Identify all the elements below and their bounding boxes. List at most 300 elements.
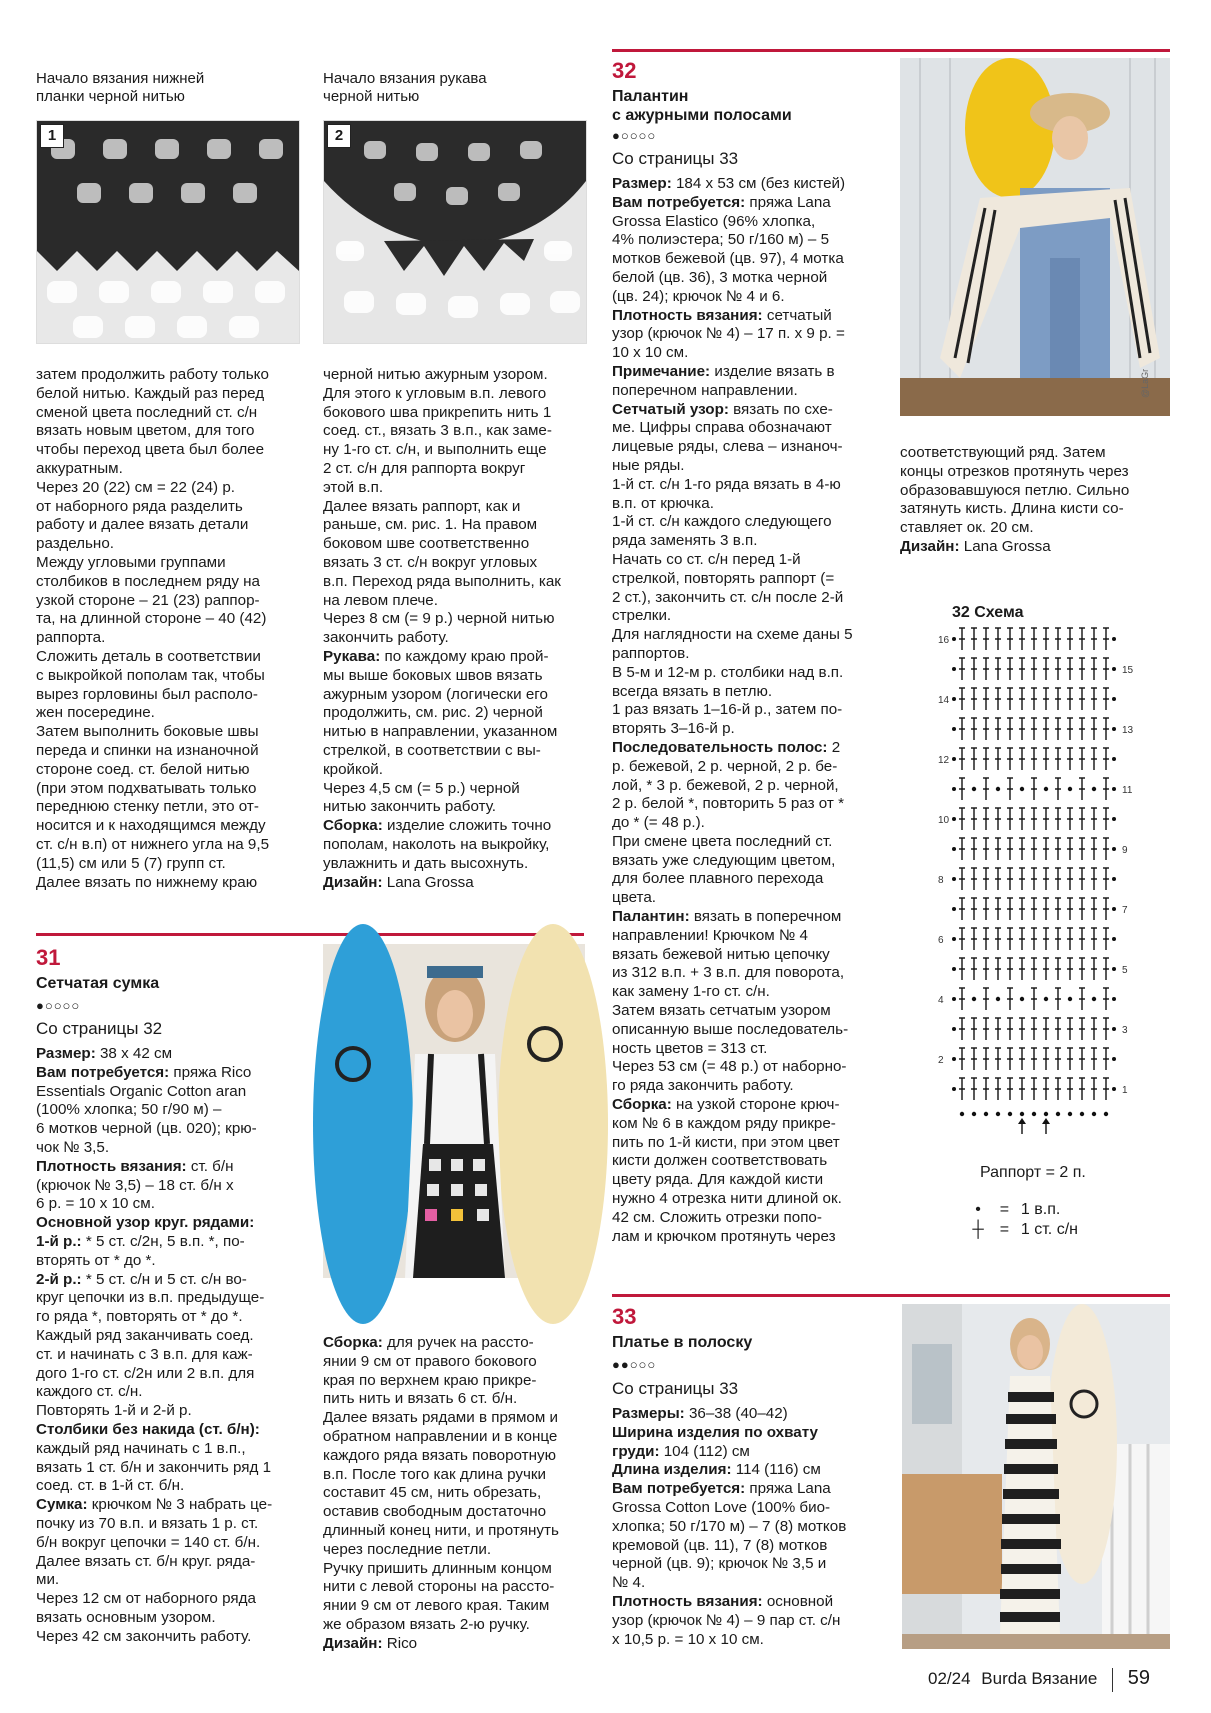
text-label: Плотность вязания: bbox=[612, 1592, 763, 1610]
text-value: круг цепочки из в.п. предыдуще- bbox=[36, 1289, 265, 1307]
shawl-model-image bbox=[900, 58, 1170, 416]
text-line bbox=[612, 1499, 846, 1518]
text-line: жен посередине. bbox=[36, 704, 155, 722]
text-line: Затем выполнить боковые швы bbox=[36, 723, 259, 741]
text-line bbox=[612, 1405, 846, 1424]
text-label: Вам потребуется: bbox=[36, 1063, 170, 1081]
text-value: как замену 1-го ст. с/н. bbox=[612, 983, 770, 1001]
text-value: * 5 ст. с/2н, 5 в.п. *, по- bbox=[81, 1232, 245, 1250]
text-line: работу и далее вязать детали bbox=[36, 516, 249, 534]
text-line: переднюю стенку петли, это от- bbox=[36, 798, 259, 816]
text-line bbox=[323, 441, 561, 460]
caption-photo-2: Начало вязания рукава черной нитью bbox=[323, 70, 487, 105]
turning-dot bbox=[1112, 1087, 1116, 1091]
text-value: вязать 1 ст. б/н и закончить ряд 1 bbox=[36, 1458, 272, 1476]
swatch-photo-2 bbox=[323, 120, 587, 344]
text-line bbox=[323, 704, 561, 723]
text-line: переда и спинки на изнаночной bbox=[36, 741, 259, 759]
crochet-sleeve-swatch-image bbox=[324, 121, 586, 343]
text-value: черной (цв. 9); крючок № 3,5 и bbox=[612, 1555, 827, 1573]
text-value: нитью закончить работу. bbox=[323, 798, 497, 816]
text-line bbox=[612, 363, 853, 382]
text-line: столбиков в последнем ряду на bbox=[36, 572, 260, 590]
text-value: нужно 4 отрезка нити длиной ок. bbox=[612, 1190, 842, 1208]
text-value: Затем вязать сетчатым узором bbox=[612, 1002, 831, 1020]
text-value: сетчатый bbox=[762, 306, 832, 324]
text-value: ность цветов = 313 ст. bbox=[612, 1039, 768, 1057]
text-value: ст. и начинать с 3 в.п. для каж- bbox=[36, 1345, 253, 1363]
text-label: Дизайн: bbox=[323, 1634, 383, 1652]
text-value: изделие сложить точно bbox=[382, 817, 552, 835]
caption-photo-1: Начало вязания нижней планки черной нитью bbox=[36, 70, 205, 105]
text-value: мотков бежевой (цв. 97), 4 мотка bbox=[612, 250, 844, 268]
text-line bbox=[36, 1440, 272, 1459]
text-line: (при этом подхватывать только bbox=[36, 779, 257, 797]
text-value: 104 (112) см bbox=[659, 1442, 750, 1460]
row-number-left: 16 bbox=[938, 635, 950, 646]
text-line bbox=[900, 463, 1129, 482]
text-value: для более плавного перехода bbox=[612, 870, 824, 888]
text-line bbox=[36, 1158, 272, 1177]
text-value: составит 45 см, нить обрезать, bbox=[323, 1484, 542, 1502]
text-label: Дизайн: bbox=[900, 537, 960, 555]
dress-model-image bbox=[902, 1304, 1170, 1649]
text-label: Сборка: bbox=[323, 817, 383, 835]
text-section-31 bbox=[36, 1045, 272, 1647]
text-line bbox=[900, 519, 1129, 538]
text-value: ряда заменять 3 в.п. bbox=[612, 532, 758, 550]
text-value: каждый ряд начинать с 1 в.п., bbox=[36, 1439, 246, 1457]
text-value: Для этого к угловым в.п. левого bbox=[323, 384, 547, 402]
text-value: лицевые ряды, слева – изнаноч- bbox=[612, 438, 843, 456]
text-value: каждого ряда вязать поворотную bbox=[323, 1446, 556, 1464]
text-value: поперечном направлении. bbox=[612, 381, 798, 399]
text-line bbox=[323, 629, 561, 648]
text-line bbox=[612, 1555, 846, 1574]
text-value: янии 9 см от левого края. Таким bbox=[323, 1597, 550, 1615]
text-value: Каждый ряд заканчивать соед. bbox=[36, 1326, 254, 1344]
text-line bbox=[323, 686, 561, 705]
text-line bbox=[612, 532, 853, 551]
text-value: стрелкой, повторять раппорт (= bbox=[612, 569, 835, 587]
text-label: Основной узор круг. рядами: bbox=[36, 1214, 255, 1232]
text-value: Для наглядности на схеме даны 5 bbox=[612, 626, 853, 644]
text-label: Длина изделия: bbox=[612, 1461, 732, 1479]
text-value: бокового шва прикрепить нить 1 bbox=[323, 403, 552, 421]
difficulty-dots-33: ●●○○○ bbox=[612, 1357, 657, 1372]
text-value: основной bbox=[762, 1592, 834, 1610]
source-page-32: Со страницы 33 bbox=[612, 149, 739, 168]
text-value: оставив свободным достаточно bbox=[323, 1503, 547, 1521]
text-value: узор (крючок № 4) – 9 пар ст. с/н bbox=[612, 1611, 841, 1629]
text-value: 2 bbox=[827, 738, 841, 756]
text-value: края по верхнем краю прикре- bbox=[323, 1371, 537, 1389]
text-line: узкой стороне – 21 (23) раппор- bbox=[36, 591, 260, 609]
text-value: чок № 3,5. bbox=[36, 1138, 110, 1156]
text-line bbox=[323, 1578, 559, 1597]
text-line bbox=[612, 344, 853, 363]
text-line bbox=[612, 175, 853, 194]
text-line bbox=[612, 1077, 853, 1096]
text-line bbox=[612, 231, 853, 250]
text-value: пить по 1-й кисти, при этом цвет bbox=[612, 1133, 840, 1151]
text-line: затем продолжить работу только bbox=[36, 366, 269, 383]
text-line bbox=[36, 1421, 272, 1440]
text-line bbox=[323, 1428, 559, 1447]
chain-dot bbox=[1044, 1112, 1048, 1116]
text-line: вырез горловины был располо- bbox=[36, 685, 258, 703]
footer-issue: 02/24 bbox=[928, 1669, 971, 1688]
turning-dot bbox=[1112, 1057, 1116, 1061]
text-line: с выкройкой пополам так, чтобы bbox=[36, 666, 265, 684]
turning-dot bbox=[952, 787, 956, 791]
text-line bbox=[323, 723, 561, 742]
text-value: Grossa Elastico (96% хлопка, bbox=[612, 212, 816, 230]
text-line bbox=[36, 1101, 272, 1120]
chain-dot bbox=[1092, 997, 1096, 1001]
text-line: стороне соед. ст. белой нитью bbox=[36, 760, 250, 778]
section-title-33: Платье в полоску bbox=[612, 1334, 753, 1351]
text-line bbox=[612, 758, 853, 777]
text-line bbox=[612, 1152, 853, 1171]
text-value: ну 1-го ст. с/н, и выполнить еще bbox=[323, 441, 547, 459]
text-value: хлопка; 50 г/170 м) – 7 (8) мотков bbox=[612, 1517, 847, 1535]
chain-dot bbox=[1104, 1112, 1108, 1116]
text-line: чтобы переход цвета был более bbox=[36, 441, 265, 459]
text-line bbox=[612, 476, 853, 495]
turning-dot bbox=[1112, 877, 1116, 881]
text-line bbox=[323, 1635, 559, 1654]
text-label: Сборка: bbox=[323, 1334, 383, 1351]
rapport-arrowhead bbox=[1042, 1118, 1050, 1124]
row-number-right: 1 bbox=[1122, 1085, 1128, 1096]
legend-row-chain: • = 1 в.п. bbox=[968, 1200, 1078, 1220]
text-line bbox=[323, 761, 561, 780]
text-column-2-top bbox=[323, 366, 561, 892]
text-line bbox=[612, 269, 853, 288]
text-value: № 4. bbox=[612, 1574, 646, 1592]
text-line: сменой цвета последний ст. с/н bbox=[36, 403, 258, 421]
text-value: образовавшуюся петлю. Сильно bbox=[900, 481, 1130, 499]
text-line bbox=[36, 1571, 272, 1590]
chain-dot bbox=[1008, 1112, 1012, 1116]
legend-row-dc: ┼ = 1 ст. с/н bbox=[968, 1220, 1078, 1240]
text-line: носится и к находящимся между bbox=[36, 817, 266, 835]
text-line bbox=[323, 1447, 559, 1466]
text-value: 1-й ст. с/н каждого следующего bbox=[612, 513, 832, 531]
text-label: Размер: bbox=[36, 1045, 96, 1062]
section-title-31: Сетчатая сумка bbox=[36, 975, 160, 992]
chain-dot bbox=[984, 1112, 988, 1116]
text-label: Столбики без накида (ст. б/н): bbox=[36, 1420, 260, 1438]
text-line bbox=[323, 592, 561, 611]
chain-dot bbox=[1044, 997, 1048, 1001]
text-value: направлении! Крючком № 4 bbox=[612, 926, 808, 944]
text-line bbox=[612, 814, 853, 833]
chain-dot bbox=[996, 997, 1000, 1001]
text-value: ме. Цифры справа обозначают bbox=[612, 419, 832, 437]
text-line bbox=[612, 1593, 846, 1612]
text-value: из 312 в.п. + 3 в.п. для поворота, bbox=[612, 964, 845, 982]
text-line bbox=[323, 404, 561, 423]
turning-dot bbox=[952, 997, 956, 1001]
chain-dot bbox=[1032, 1112, 1036, 1116]
text-value: ставляет ок. 20 см. bbox=[900, 519, 1034, 537]
text-line bbox=[323, 366, 561, 385]
text-value: нитью в направлении, указанном bbox=[323, 723, 558, 741]
row-number-right: 11 bbox=[1122, 785, 1133, 796]
text-value: (100% хлопка; 50 г/90 м) – bbox=[36, 1101, 222, 1119]
text-section-32-cont bbox=[900, 444, 1129, 557]
crochet-chart-32 bbox=[930, 632, 1134, 1152]
text-value: р. бежевой, 2 р. черной, 2 р. бе- bbox=[612, 757, 838, 775]
turning-dot bbox=[952, 1027, 956, 1031]
text-value: * 5 ст. с/н и 5 ст. с/н во- bbox=[81, 1270, 247, 1288]
text-value: на левом плече. bbox=[323, 591, 438, 609]
text-line bbox=[36, 1177, 272, 1196]
source-page-31: Со страницы 32 bbox=[36, 1019, 163, 1038]
text-label: Размеры: bbox=[612, 1405, 685, 1422]
text-value: боковом шве соответственно bbox=[323, 535, 530, 553]
turning-dot bbox=[1112, 937, 1116, 941]
text-value: лам и крючком протянуть через bbox=[612, 1227, 836, 1245]
text-value: Далее вязать ст. б/н круг. ряда- bbox=[36, 1552, 256, 1570]
text-line bbox=[36, 1365, 272, 1384]
text-line bbox=[36, 1289, 272, 1308]
chain-dot bbox=[1044, 787, 1048, 791]
turning-dot bbox=[952, 637, 956, 641]
turning-dot bbox=[952, 967, 956, 971]
row-number-left: 10 bbox=[938, 815, 950, 826]
turning-dot bbox=[952, 847, 956, 851]
text-value: 6 р. = 10 х 10 см. bbox=[36, 1195, 155, 1213]
difficulty-dots-32: ●○○○○ bbox=[612, 128, 657, 143]
text-label: Вам потребуется: bbox=[612, 1480, 746, 1498]
text-value: (крючок № 3,5) – 18 ст. б/н х bbox=[36, 1176, 234, 1194]
text-value: же образом вязать 2-ю ручку. bbox=[323, 1615, 530, 1633]
text-line: раздельно. bbox=[36, 535, 114, 553]
text-line bbox=[36, 1139, 272, 1158]
text-line bbox=[612, 701, 853, 720]
text-label: Рукава: bbox=[323, 647, 381, 665]
text-value: Повторять 1-й и 2-й р. bbox=[36, 1402, 192, 1420]
text-value: нити с левой стороны на рассто- bbox=[323, 1578, 555, 1596]
text-line: Сложить деталь в соответствии bbox=[36, 647, 261, 665]
turning-dot bbox=[952, 877, 956, 881]
text-value: белой (цв. 36), 3 мотка черной bbox=[612, 268, 828, 286]
text-label: Вам потребуется: bbox=[612, 193, 746, 211]
text-value: узор (крючок № 4) – 17 п. х 9 р. = bbox=[612, 325, 845, 343]
text-line bbox=[612, 1537, 846, 1556]
turning-dot bbox=[1112, 997, 1116, 1001]
text-value: ные ряды. bbox=[612, 456, 685, 474]
text-line bbox=[36, 1346, 272, 1365]
text-value: изделие вязать в bbox=[710, 362, 835, 380]
text-value: ст. б/н bbox=[186, 1157, 234, 1175]
text-line bbox=[612, 589, 853, 608]
text-line bbox=[612, 419, 853, 438]
swatch-photo-1 bbox=[36, 120, 300, 344]
row-number-right: 9 bbox=[1122, 845, 1128, 856]
text-value: 1 раз вязать 1–16-й р., затем по- bbox=[612, 701, 843, 719]
text-line bbox=[612, 1574, 846, 1593]
text-value: вязать бежевой нитью цепочку bbox=[612, 945, 830, 963]
text-section-32 bbox=[612, 175, 853, 1246]
row-number-left: 12 bbox=[938, 755, 950, 766]
text-line bbox=[36, 1609, 272, 1628]
text-line bbox=[36, 1459, 272, 1478]
text-line bbox=[36, 1271, 272, 1290]
text-value: черной нитью ажурным узором. bbox=[323, 366, 548, 383]
text-value: цвету ряда. Для каждой кисти bbox=[612, 1171, 824, 1189]
rapport-arrowhead bbox=[1018, 1118, 1026, 1124]
text-value: соответствующий ряд. Затем bbox=[900, 444, 1106, 461]
text-value: В 5-м и 12-м р. столбики над в.п. bbox=[612, 663, 844, 681]
text-line bbox=[612, 795, 853, 814]
text-value: крючком № 3 набрать це- bbox=[87, 1496, 273, 1514]
text-value: обратном направлении и в конце bbox=[323, 1427, 558, 1445]
turning-dot bbox=[1112, 907, 1116, 911]
text-value: 1-й ст. с/н 1-го ряда вязать в 4-ю bbox=[612, 475, 841, 493]
text-line bbox=[36, 1628, 272, 1647]
text-line bbox=[323, 498, 561, 517]
text-label: Примечание: bbox=[612, 362, 711, 380]
text-value: Lana Grossa bbox=[959, 537, 1051, 555]
text-line: белой нитью. Каждый раз перед bbox=[36, 384, 265, 402]
text-line bbox=[612, 607, 853, 626]
text-line bbox=[612, 551, 853, 570]
text-line bbox=[900, 444, 1129, 463]
text-label: Дизайн: bbox=[323, 873, 383, 891]
turning-dot bbox=[952, 817, 956, 821]
text-value: до * (= 48 р.). bbox=[612, 814, 705, 832]
text-value: по каждому краю прой- bbox=[380, 647, 549, 665]
text-line: Между угловыми группами bbox=[36, 553, 226, 571]
text-value: кисти должен соответствовать bbox=[612, 1152, 828, 1170]
chain-dot bbox=[960, 1112, 964, 1116]
source-page-33: Со страницы 33 bbox=[612, 1379, 739, 1398]
text-line bbox=[36, 1402, 272, 1421]
text-line bbox=[612, 645, 853, 664]
text-value: раппортов. bbox=[612, 644, 690, 662]
row-number-left: 8 bbox=[938, 875, 944, 886]
text-value: почку из 70 в.п. и вязать 1 р. ст. bbox=[36, 1514, 259, 1532]
turning-dot bbox=[952, 667, 956, 671]
text-line bbox=[900, 482, 1129, 501]
text-value: 38 x 42 см bbox=[95, 1045, 173, 1062]
text-line bbox=[612, 852, 853, 871]
text-value: го ряда *, повторять от * до *. bbox=[36, 1308, 243, 1326]
text-line bbox=[612, 250, 853, 269]
turning-dot bbox=[952, 757, 956, 761]
turning-dot bbox=[1112, 1027, 1116, 1031]
text-line bbox=[612, 1518, 846, 1537]
text-line bbox=[612, 1631, 846, 1650]
text-label: Сетчатый узор: bbox=[612, 400, 729, 418]
footer-magazine: Burda Вязание bbox=[981, 1669, 1098, 1688]
text-line bbox=[36, 1327, 272, 1346]
row-number-left: 14 bbox=[938, 695, 950, 706]
text-value: кремовой (цв. 11), 7 (8) мотков bbox=[612, 1536, 828, 1554]
text-value: соед. ст., вязать 3 в.п., как заме- bbox=[323, 422, 552, 440]
turning-dot bbox=[1112, 817, 1116, 821]
text-value: концы отрезков протянуть через bbox=[900, 462, 1129, 480]
text-value: дого 1-го ст. с/2н или 2 в.п. для bbox=[36, 1364, 255, 1382]
text-value: 36–38 (40–42) bbox=[684, 1405, 788, 1422]
row-number-left: 2 bbox=[938, 1055, 944, 1066]
text-line bbox=[36, 1308, 272, 1327]
text-line bbox=[612, 870, 853, 889]
text-line bbox=[323, 610, 561, 629]
section-number-31: 31 bbox=[36, 945, 61, 970]
text-line bbox=[612, 983, 853, 1002]
text-line bbox=[612, 664, 853, 683]
text-line bbox=[612, 964, 853, 983]
text-line bbox=[323, 742, 561, 761]
text-column-1-top bbox=[36, 366, 269, 892]
text-label: груди: bbox=[612, 1442, 660, 1460]
turning-dot bbox=[952, 1087, 956, 1091]
footer-page-number: 59 bbox=[1127, 1667, 1151, 1689]
text-line bbox=[323, 554, 561, 573]
text-line bbox=[612, 1134, 853, 1153]
text-value: пряжа Lana bbox=[745, 1480, 831, 1498]
text-line bbox=[36, 1515, 272, 1534]
text-value: вторять 3–16-й р. bbox=[612, 720, 735, 738]
text-value: ми. bbox=[36, 1571, 60, 1589]
text-line bbox=[612, 1096, 853, 1115]
text-line bbox=[323, 1503, 559, 1522]
text-line: та, на длинной стороне – 40 (42) bbox=[36, 610, 267, 628]
text-line bbox=[36, 1045, 272, 1064]
text-label: Сумка: bbox=[36, 1496, 88, 1514]
text-value: вязать 3 ст. с/н вокруг угловых bbox=[323, 553, 538, 571]
text-value: Через 53 см (= 48 р.) от наборно- bbox=[612, 1058, 847, 1076]
text-line bbox=[612, 307, 853, 326]
section-title-32: Палантин с ажурными полосами bbox=[612, 88, 792, 124]
text-line bbox=[323, 1560, 559, 1579]
text-section-33 bbox=[612, 1405, 846, 1649]
text-label: 1-й р.: bbox=[36, 1232, 82, 1250]
turning-dot bbox=[952, 937, 956, 941]
text-value: ком № 6 в каждом ряду прикре- bbox=[612, 1114, 836, 1132]
text-value: описанную выше последователь- bbox=[612, 1020, 849, 1038]
text-line bbox=[323, 817, 561, 836]
text-line bbox=[323, 479, 561, 498]
text-value: в.п. Переход ряда выполнить, как bbox=[323, 572, 561, 590]
chain-dot bbox=[1020, 787, 1024, 791]
text-line bbox=[323, 460, 561, 479]
text-line bbox=[612, 1480, 846, 1499]
text-value: каждого ст. с/н. bbox=[36, 1383, 143, 1401]
text-value: раньше, см. рис. 1. На правом bbox=[323, 516, 538, 534]
text-line bbox=[323, 422, 561, 441]
text-value: соед. ст. в 1-й ст. б/н. bbox=[36, 1477, 185, 1495]
turning-dot bbox=[1112, 667, 1116, 671]
text-line bbox=[36, 1195, 272, 1214]
text-value: вязать основным узором. bbox=[36, 1608, 216, 1626]
bag-model-image bbox=[323, 944, 585, 1278]
turning-dot bbox=[1112, 757, 1116, 761]
text-line bbox=[36, 1383, 272, 1402]
text-value: цвета. bbox=[612, 889, 656, 907]
text-value: затянуть кисть. Длина кисти со- bbox=[900, 500, 1124, 518]
text-line bbox=[36, 1252, 272, 1271]
text-line bbox=[900, 500, 1129, 519]
text-line bbox=[612, 457, 853, 476]
chain-dot bbox=[1068, 1112, 1072, 1116]
text-line bbox=[612, 908, 853, 927]
